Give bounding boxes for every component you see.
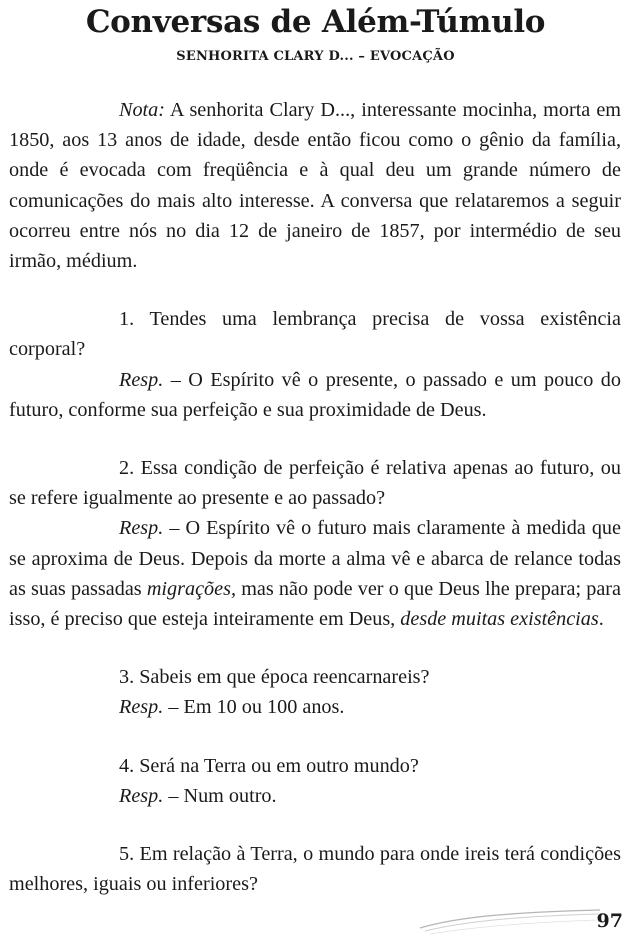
section-subtitle: SENHORITA CLARY D... – EVOCAÇÃO bbox=[176, 49, 455, 64]
resp-label: Resp. bbox=[119, 696, 164, 719]
answer-1: Resp. – O Espírito vê o presente, o passado e um pouco do futuro, conforme sua perfeição e sua proximidade de Deus. bbox=[9, 368, 621, 421]
resp-label: Resp. bbox=[119, 784, 164, 807]
footer-swoosh-ornament bbox=[0, 898, 631, 942]
resp-label: Resp. bbox=[119, 368, 164, 391]
question-4: 4. Será na Terra ou em outro mundo? bbox=[119, 754, 419, 777]
resp-label: Resp. bbox=[119, 517, 164, 540]
intro-text: A senhorita Clary D..., interessante mocinha, morta em 1850, aos 13 anos de idade, desde então ficou como o gênio da família, onde é evocada com freqüência e à qual deu um grande número de comunicações do mais alto interesse. A conversa que relataremos a seguir ocorreu entre nós no dia 12 de janeiro de 1857, por intermédio de seu irmão, médium. bbox=[9, 99, 621, 273]
page-body bbox=[9, 95, 621, 899]
note-label: Nota: bbox=[119, 99, 165, 121]
answer-3: Resp. – Em 10 ou 100 anos. bbox=[119, 696, 345, 719]
emphasis-migracoes: migrações, bbox=[146, 577, 236, 600]
intro-paragraph bbox=[9, 95, 621, 276]
page-number: 97 bbox=[596, 910, 623, 932]
question-3: 3. Sabeis em que época reencarnareis? bbox=[119, 666, 430, 689]
question-1: 1. Tendes uma lembrança precisa de vossa existência corporal? bbox=[9, 308, 621, 361]
answer-4: Resp. – Num outro. bbox=[119, 784, 277, 807]
emphasis-desde-muitas: desde muitas existências bbox=[400, 608, 599, 631]
answer-2: Resp. – O Espírito vê o futuro mais claramente à medida que se aproxima de Deus. Depois da morte a alma vê e abarca de relance todas as suas passadas migrações, mas não pode ver o que Deus lhe prepara; para isso, é preciso que esteja inteiramente em Deus, desde muitas existências. bbox=[9, 517, 621, 631]
question-2: 2. Essa condição de perfeição é relativa apenas ao futuro, ou se refere igualmente ao presente e ao passado? bbox=[9, 457, 621, 510]
page-title: Conversas de Além-Túmulo bbox=[85, 4, 546, 40]
question-5: 5. Em relação à Terra, o mundo para onde ireis terá condições melhores, iguais ou inferiores? bbox=[9, 843, 621, 896]
